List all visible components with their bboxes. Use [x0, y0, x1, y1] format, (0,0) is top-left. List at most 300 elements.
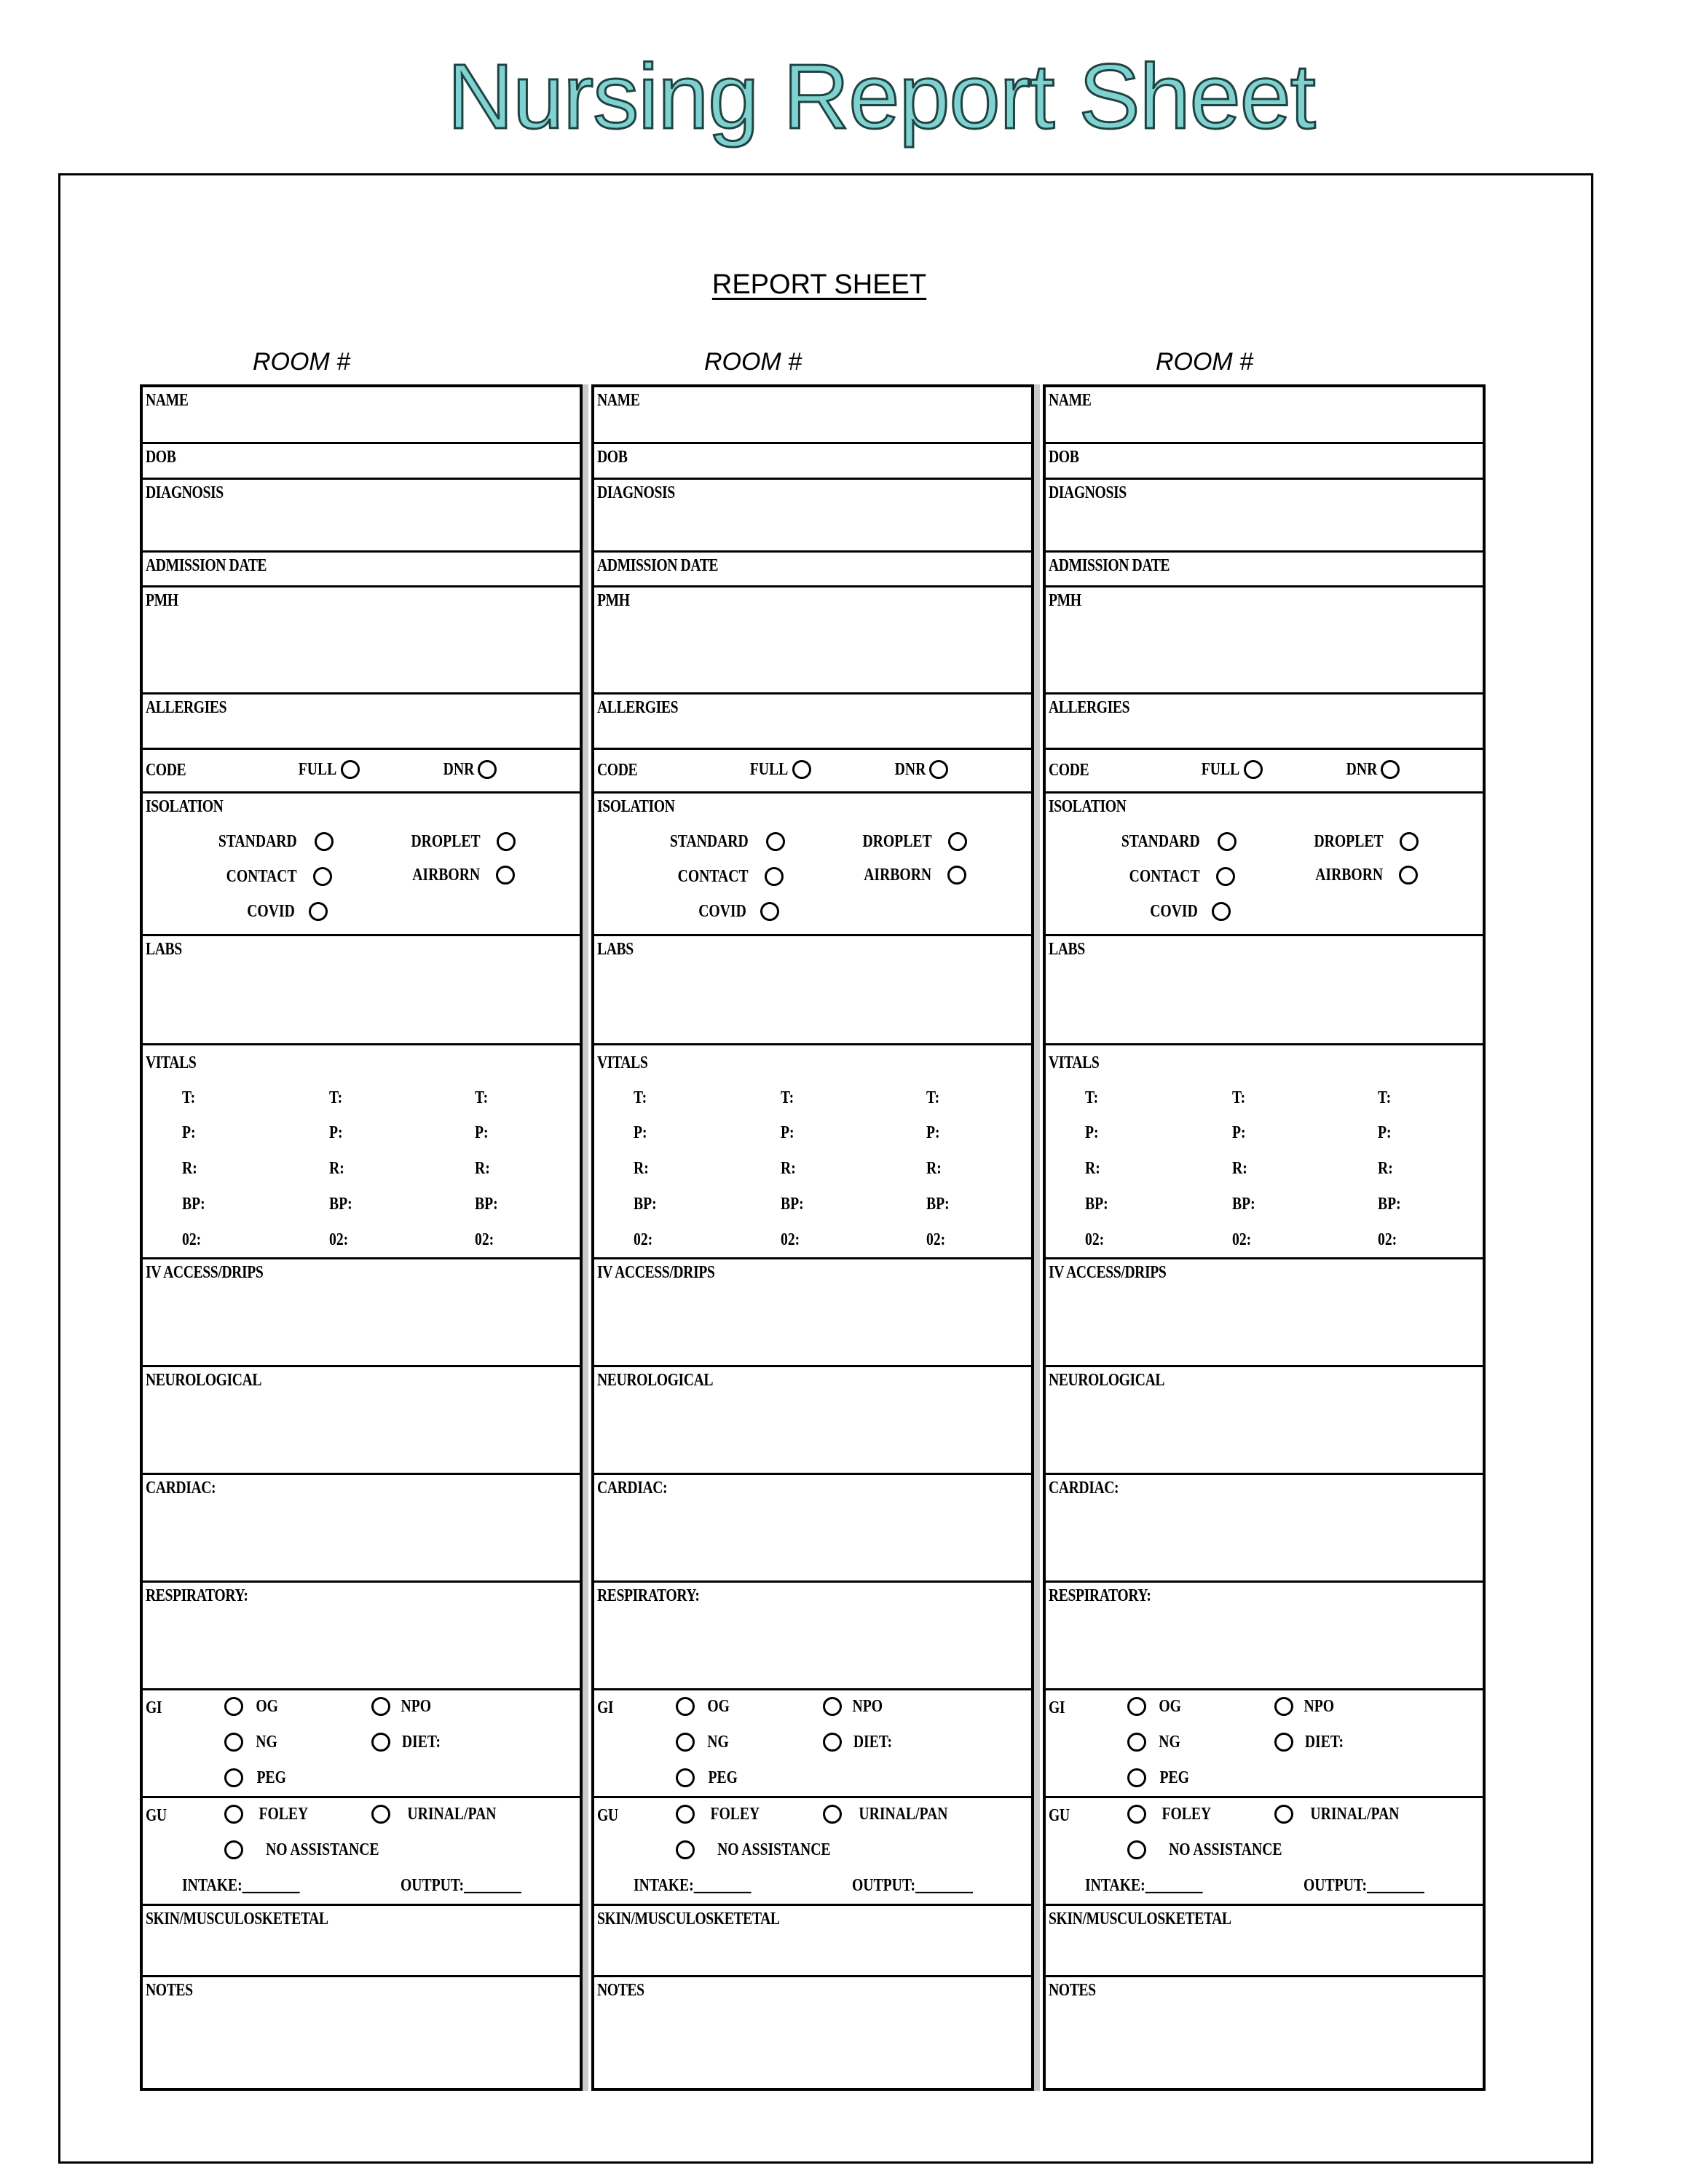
name-section[interactable] [1046, 387, 1483, 444]
gi-og-option[interactable] [224, 1696, 280, 1717]
dnr-label: DNR [1346, 760, 1378, 779]
iv-access-section[interactable] [1046, 1259, 1483, 1367]
intake-field[interactable]: INTAKE:________ [1085, 1876, 1203, 1895]
name-label: NAME [597, 391, 640, 410]
skin-section[interactable] [1046, 1906, 1483, 1977]
admission-date-label: ADMISSION DATE [146, 556, 267, 575]
ng-radio-icon[interactable] [1127, 1733, 1146, 1752]
respiratory-label: RESPIRATORY: [1049, 1586, 1151, 1605]
contact-radio-icon[interactable] [1216, 867, 1235, 886]
vital-r[interactable]: R: [781, 1159, 796, 1178]
droplet-radio-icon[interactable] [497, 832, 516, 851]
code-label: CODE [597, 761, 638, 780]
gi-ng-option[interactable] [224, 1732, 280, 1752]
vital-p[interactable]: P: [475, 1123, 489, 1142]
droplet-label: DROPLET [1314, 832, 1384, 851]
ng-radio-icon[interactable] [224, 1733, 243, 1752]
notes-section[interactable] [1046, 1977, 1483, 2088]
skin-label: SKIN/MUSCULOSKETETAL [597, 1910, 780, 1928]
no-assistance-label: NO ASSISTANCE [1169, 1840, 1282, 1859]
code-label: CODE [146, 761, 186, 780]
vital-o2[interactable]: 02: [329, 1230, 349, 1249]
gi-diet-option[interactable] [371, 1732, 445, 1752]
neurological-label: NEUROLOGICAL [146, 1371, 262, 1390]
foley-radio-icon[interactable] [224, 1805, 243, 1824]
vital-p[interactable]: P: [182, 1123, 196, 1142]
gi-label: GI [597, 1698, 614, 1717]
patient-column-2 [591, 384, 1034, 2091]
allergies-section[interactable] [143, 695, 580, 750]
covid-label: COVID [1150, 902, 1198, 921]
ng-radio-icon[interactable] [676, 1733, 695, 1752]
vital-bp[interactable]: BP: [182, 1195, 205, 1214]
isolation-section [143, 794, 580, 936]
airborn-radio-icon[interactable] [1399, 866, 1418, 885]
peg-label: PEG [1159, 1768, 1189, 1787]
vital-o2[interactable]: 02: [1085, 1230, 1105, 1249]
urinal-label: URINAL/PAN [407, 1805, 497, 1824]
isolation-covid-option[interactable] [242, 901, 328, 922]
room-label-2: ROOM # [703, 348, 802, 376]
neurological-section[interactable] [1046, 1367, 1483, 1475]
vital-p[interactable]: P: [1232, 1123, 1246, 1142]
room-label-3: ROOM # [1155, 348, 1254, 376]
peg-radio-icon[interactable] [1127, 1768, 1146, 1787]
full-label: FULL [1201, 760, 1240, 779]
peg-label: PEG [708, 1768, 738, 1787]
npo-radio-icon[interactable] [1274, 1697, 1293, 1716]
neurological-label: NEUROLOGICAL [1049, 1371, 1165, 1390]
vitals-section [1046, 1045, 1483, 1259]
npo-label: NPO [1304, 1697, 1335, 1716]
cardiac-label: CARDIAC: [1049, 1479, 1119, 1497]
droplet-radio-icon[interactable] [948, 832, 967, 851]
gu-urinal-option[interactable] [371, 1804, 506, 1824]
gi-npo-option[interactable] [371, 1696, 435, 1717]
gi-peg-option[interactable] [224, 1768, 289, 1788]
labs-label: LABS [597, 940, 634, 959]
peg-label: PEG [256, 1768, 286, 1787]
admission-date-label: ADMISSION DATE [597, 556, 719, 575]
standard-radio-icon[interactable] [766, 832, 785, 851]
name-section[interactable] [594, 387, 1031, 444]
gu-no-assistance-option[interactable] [224, 1840, 392, 1860]
isolation-label: ISOLATION [1049, 797, 1127, 816]
diagnosis-label: DIAGNOSIS [146, 483, 224, 502]
vital-t[interactable]: T: [634, 1088, 647, 1107]
contact-radio-icon[interactable] [313, 867, 332, 886]
code-full-option[interactable] [746, 759, 811, 780]
no-assistance-radio-icon[interactable] [676, 1840, 695, 1859]
patient-column-3 [1043, 384, 1486, 2091]
labs-section[interactable] [1046, 936, 1483, 1045]
report-sheet-heading-text: REPORT SHEET [711, 269, 927, 300]
foley-label: FOLEY [1162, 1805, 1212, 1824]
dob-label: DOB [146, 448, 176, 467]
vital-p[interactable]: P: [329, 1123, 343, 1142]
code-dnr-option[interactable] [440, 759, 497, 780]
skin-section[interactable] [594, 1906, 1031, 1977]
skin-section[interactable] [143, 1906, 580, 1977]
isolation-airborn-option[interactable] [1308, 865, 1418, 885]
cardiac-label: CARDIAC: [146, 1479, 216, 1497]
droplet-label: DROPLET [862, 832, 932, 851]
notes-section[interactable] [594, 1977, 1031, 2088]
vital-r[interactable]: R: [1085, 1159, 1100, 1178]
gi-npo-option[interactable] [823, 1696, 886, 1717]
vital-t[interactable]: T: [475, 1088, 489, 1107]
peg-radio-icon[interactable] [224, 1768, 243, 1787]
vital-p[interactable]: P: [781, 1123, 794, 1142]
ng-label: NG [707, 1733, 729, 1752]
gu-urinal-option[interactable] [1274, 1804, 1409, 1824]
airborn-label: AIRBORN [864, 866, 932, 885]
notes-label: NOTES [1049, 1981, 1096, 2000]
code-dnr-option[interactable] [1343, 759, 1400, 780]
vital-o2[interactable]: 02: [475, 1230, 494, 1249]
pmh-section[interactable] [594, 587, 1031, 695]
code-section [1046, 750, 1483, 794]
code-section [143, 750, 580, 794]
gi-peg-option[interactable] [676, 1768, 741, 1788]
vital-p[interactable]: P: [1085, 1123, 1099, 1142]
iv-access-label: IV ACCESS/DRIPS [146, 1263, 264, 1282]
cardiac-section[interactable] [143, 1475, 580, 1583]
covid-radio-icon[interactable] [760, 902, 779, 921]
npo-radio-icon[interactable] [371, 1697, 390, 1716]
isolation-contact-option[interactable] [670, 866, 784, 887]
isolation-standard-option[interactable] [210, 831, 334, 852]
isolation-contact-option[interactable] [1121, 866, 1235, 887]
admission-date-section[interactable] [1046, 553, 1483, 587]
vital-o2[interactable]: 02: [1378, 1230, 1397, 1249]
full-radio-icon[interactable] [792, 760, 811, 779]
vital-o2[interactable]: 02: [926, 1230, 946, 1249]
gu-label: GU [597, 1806, 618, 1825]
ng-label: NG [256, 1733, 277, 1752]
gu-section [594, 1798, 1031, 1906]
gu-foley-option[interactable] [676, 1804, 765, 1824]
standard-label: STANDARD [1121, 832, 1200, 851]
dob-section[interactable] [594, 444, 1031, 480]
diet-label: DIET: [401, 1733, 441, 1752]
diet-radio-icon[interactable] [371, 1733, 390, 1752]
foley-radio-icon[interactable] [1127, 1805, 1146, 1824]
gi-section [1046, 1690, 1483, 1798]
standard-label: STANDARD [669, 832, 749, 851]
droplet-label: DROPLET [411, 832, 481, 851]
vital-t[interactable]: T: [329, 1088, 343, 1107]
admission-date-section[interactable] [594, 553, 1031, 587]
admission-date-label: ADMISSION DATE [1049, 556, 1170, 575]
admission-date-section[interactable] [143, 553, 580, 587]
gi-section [143, 1690, 580, 1798]
vital-bp[interactable]: BP: [1232, 1195, 1255, 1214]
covid-radio-icon[interactable] [309, 902, 328, 921]
npo-label: NPO [852, 1697, 883, 1716]
iv-access-label: IV ACCESS/DRIPS [597, 1263, 715, 1282]
dob-section[interactable] [1046, 444, 1483, 480]
no-assistance-label: NO ASSISTANCE [717, 1840, 831, 1859]
gu-section [1046, 1798, 1483, 1906]
vital-r[interactable]: R: [926, 1159, 942, 1178]
vital-bp[interactable]: BP: [1085, 1195, 1108, 1214]
gu-urinal-option[interactable] [823, 1804, 958, 1824]
vital-bp[interactable]: BP: [329, 1195, 352, 1214]
respiratory-section[interactable] [594, 1583, 1031, 1690]
intake-field[interactable]: INTAKE:________ [182, 1876, 300, 1895]
vital-bp[interactable]: BP: [634, 1195, 657, 1214]
pmh-label: PMH [597, 591, 630, 610]
allergies-label: ALLERGIES [146, 698, 227, 717]
vitals-section [143, 1045, 580, 1259]
respiratory-label: RESPIRATORY: [146, 1586, 248, 1605]
isolation-label: ISOLATION [146, 797, 224, 816]
diet-label: DIET: [853, 1733, 893, 1752]
diet-radio-icon[interactable] [823, 1733, 842, 1752]
isolation-standard-option[interactable] [661, 831, 785, 852]
npo-radio-icon[interactable] [823, 1697, 842, 1716]
urinal-label: URINAL/PAN [859, 1805, 948, 1824]
foley-radio-icon[interactable] [676, 1805, 695, 1824]
labs-section[interactable] [143, 936, 580, 1045]
vitals-label: VITALS [597, 1053, 648, 1072]
gi-og-option[interactable] [1127, 1696, 1183, 1717]
respiratory-label: RESPIRATORY: [597, 1586, 700, 1605]
foley-label: FOLEY [710, 1805, 760, 1824]
gu-label: GU [1049, 1806, 1070, 1825]
isolation-label: ISOLATION [597, 797, 675, 816]
peg-radio-icon[interactable] [676, 1768, 695, 1787]
vital-o2[interactable]: 02: [634, 1230, 653, 1249]
neurological-label: NEUROLOGICAL [597, 1371, 714, 1390]
labs-label: LABS [146, 940, 182, 959]
notes-section[interactable] [143, 1977, 580, 2088]
vital-bp[interactable]: BP: [781, 1195, 804, 1214]
vital-t[interactable]: T: [781, 1088, 794, 1107]
isolation-covid-option[interactable] [1145, 901, 1231, 922]
og-radio-icon[interactable] [1127, 1697, 1146, 1716]
output-field[interactable]: OUTPUT:________ [852, 1876, 973, 1895]
vital-t[interactable]: T: [1378, 1088, 1392, 1107]
neurological-section[interactable] [143, 1367, 580, 1475]
covid-label: COVID [698, 902, 746, 921]
iv-access-label: IV ACCESS/DRIPS [1049, 1263, 1167, 1282]
gi-diet-option[interactable] [823, 1732, 896, 1752]
dnr-label: DNR [894, 760, 926, 779]
ng-label: NG [1159, 1733, 1180, 1752]
pmh-section[interactable] [1046, 587, 1483, 695]
isolation-standard-option[interactable] [1113, 831, 1237, 852]
no-assistance-radio-icon[interactable] [224, 1840, 243, 1859]
cardiac-label: CARDIAC: [597, 1479, 668, 1497]
og-radio-icon[interactable] [224, 1697, 243, 1716]
dnr-label: DNR [443, 760, 475, 779]
vital-r[interactable]: R: [329, 1159, 344, 1178]
code-full-option[interactable] [294, 759, 360, 780]
output-field[interactable]: OUTPUT:________ [1304, 1876, 1424, 1895]
vitals-section [594, 1045, 1031, 1259]
vital-bp[interactable]: BP: [1378, 1195, 1401, 1214]
gi-diet-option[interactable] [1274, 1732, 1348, 1752]
vital-r[interactable]: R: [1378, 1159, 1393, 1178]
name-section[interactable] [143, 387, 580, 444]
gi-ng-option[interactable] [676, 1732, 731, 1752]
iv-access-section[interactable] [143, 1259, 580, 1367]
code-dnr-option[interactable] [891, 759, 948, 780]
skin-label: SKIN/MUSCULOSKETETAL [1049, 1910, 1231, 1928]
report-sheet-heading [0, 268, 1638, 301]
room-label-1: ROOM # [252, 348, 351, 376]
vital-p[interactable]: P: [634, 1123, 647, 1142]
full-label: FULL [298, 760, 337, 779]
isolation-droplet-option[interactable] [855, 831, 967, 852]
vital-r[interactable]: R: [1232, 1159, 1247, 1178]
gu-foley-option[interactable] [1127, 1804, 1217, 1824]
pmh-label: PMH [1049, 591, 1081, 610]
og-radio-icon[interactable] [676, 1697, 695, 1716]
skin-label: SKIN/MUSCULOSKETETAL [146, 1910, 328, 1928]
vitals-label: VITALS [146, 1053, 197, 1072]
gi-section [594, 1690, 1031, 1798]
isolation-droplet-option[interactable] [403, 831, 516, 852]
notes-label: NOTES [146, 1981, 193, 2000]
labs-section[interactable] [594, 936, 1031, 1045]
diagnosis-section[interactable] [143, 480, 580, 553]
vital-t[interactable]: T: [926, 1088, 940, 1107]
airborn-radio-icon[interactable] [947, 866, 966, 885]
airborn-label: AIRBORN [1315, 866, 1384, 885]
diet-label: DIET: [1304, 1733, 1344, 1752]
respiratory-section[interactable] [1046, 1583, 1483, 1690]
patient-column-1 [140, 384, 583, 2091]
allergies-label: ALLERGIES [1049, 698, 1130, 717]
vital-p[interactable]: P: [926, 1123, 940, 1142]
intake-field[interactable]: INTAKE:________ [634, 1876, 752, 1895]
dnr-radio-icon[interactable] [1381, 760, 1400, 779]
vital-bp[interactable]: BP: [926, 1195, 950, 1214]
contact-radio-icon[interactable] [765, 867, 784, 886]
standard-radio-icon[interactable] [1218, 832, 1237, 851]
neurological-section[interactable] [594, 1367, 1031, 1475]
contact-label: CONTACT [226, 867, 297, 886]
pmh-label: PMH [146, 591, 178, 610]
dnr-radio-icon[interactable] [929, 760, 948, 779]
output-field[interactable]: OUTPUT:________ [401, 1876, 521, 1895]
urinal-radio-icon[interactable] [1274, 1805, 1293, 1824]
name-label: NAME [146, 391, 189, 410]
allergies-section[interactable] [1046, 695, 1483, 750]
no-assistance-radio-icon[interactable] [1127, 1840, 1146, 1859]
diet-radio-icon[interactable] [1274, 1733, 1293, 1752]
labs-label: LABS [1049, 940, 1085, 959]
isolation-covid-option[interactable] [693, 901, 779, 922]
standard-label: STANDARD [218, 832, 297, 851]
isolation-contact-option[interactable] [218, 866, 332, 887]
droplet-radio-icon[interactable] [1400, 832, 1419, 851]
vital-r[interactable]: R: [634, 1159, 649, 1178]
notes-label: NOTES [597, 1981, 644, 2000]
vital-t[interactable]: T: [182, 1088, 196, 1107]
cardiac-section[interactable] [594, 1475, 1031, 1583]
covid-radio-icon[interactable] [1212, 902, 1231, 921]
cardiac-section[interactable] [1046, 1475, 1483, 1583]
iv-access-section[interactable] [594, 1259, 1031, 1367]
og-label: OG [707, 1697, 730, 1716]
airborn-radio-icon[interactable] [496, 866, 515, 885]
gu-foley-option[interactable] [224, 1804, 314, 1824]
vital-p[interactable]: P: [1378, 1123, 1392, 1142]
gi-peg-option[interactable] [1127, 1768, 1192, 1788]
gu-no-assistance-option[interactable] [676, 1840, 843, 1860]
dnr-radio-icon[interactable] [478, 760, 497, 779]
full-radio-icon[interactable] [341, 760, 360, 779]
code-section [594, 750, 1031, 794]
gi-npo-option[interactable] [1274, 1696, 1338, 1717]
covid-label: COVID [247, 902, 295, 921]
diagnosis-section[interactable] [594, 480, 1031, 553]
full-label: FULL [749, 760, 789, 779]
full-radio-icon[interactable] [1244, 760, 1263, 779]
vital-bp[interactable]: BP: [475, 1195, 498, 1214]
airborn-label: AIRBORN [412, 866, 481, 885]
diagnosis-label: DIAGNOSIS [597, 483, 675, 502]
name-label: NAME [1049, 391, 1092, 410]
gi-ng-option[interactable] [1127, 1732, 1183, 1752]
vital-o2[interactable]: 02: [1232, 1230, 1252, 1249]
contact-label: CONTACT [677, 867, 749, 886]
dob-section[interactable] [143, 444, 580, 480]
vital-t[interactable]: T: [1232, 1088, 1246, 1107]
vital-o2[interactable]: 02: [182, 1230, 202, 1249]
vital-r[interactable]: R: [475, 1159, 490, 1178]
isolation-section [1046, 794, 1483, 936]
allergies-label: ALLERGIES [597, 698, 679, 717]
diagnosis-label: DIAGNOSIS [1049, 483, 1127, 502]
vital-t[interactable]: T: [1085, 1088, 1099, 1107]
respiratory-section[interactable] [143, 1583, 580, 1690]
allergies-section[interactable] [594, 695, 1031, 750]
page-title: Nursing Report Sheet [447, 45, 1315, 148]
gu-section [143, 1798, 580, 1906]
isolation-section [594, 794, 1031, 936]
urinal-label: URINAL/PAN [1310, 1805, 1400, 1824]
dob-label: DOB [1049, 448, 1079, 467]
contact-label: CONTACT [1129, 867, 1200, 886]
vital-o2[interactable]: 02: [781, 1230, 800, 1249]
vitals-label: VITALS [1049, 1053, 1100, 1072]
code-label: CODE [1049, 761, 1089, 780]
gu-label: GU [146, 1806, 167, 1825]
gi-og-option[interactable] [676, 1696, 732, 1717]
urinal-radio-icon[interactable] [371, 1805, 390, 1824]
isolation-droplet-option[interactable] [1306, 831, 1419, 852]
npo-label: NPO [401, 1697, 432, 1716]
foley-label: FOLEY [259, 1805, 309, 1824]
standard-radio-icon[interactable] [315, 832, 334, 851]
diagnosis-section[interactable] [1046, 480, 1483, 553]
vital-r[interactable]: R: [182, 1159, 197, 1178]
isolation-airborn-option[interactable] [856, 865, 966, 885]
gi-label: GI [146, 1698, 162, 1717]
code-full-option[interactable] [1197, 759, 1263, 780]
gu-no-assistance-option[interactable] [1127, 1840, 1295, 1860]
pmh-section[interactable] [143, 587, 580, 695]
gi-label: GI [1049, 1698, 1065, 1717]
no-assistance-label: NO ASSISTANCE [266, 1840, 379, 1859]
urinal-radio-icon[interactable] [823, 1805, 842, 1824]
isolation-airborn-option[interactable] [405, 865, 515, 885]
